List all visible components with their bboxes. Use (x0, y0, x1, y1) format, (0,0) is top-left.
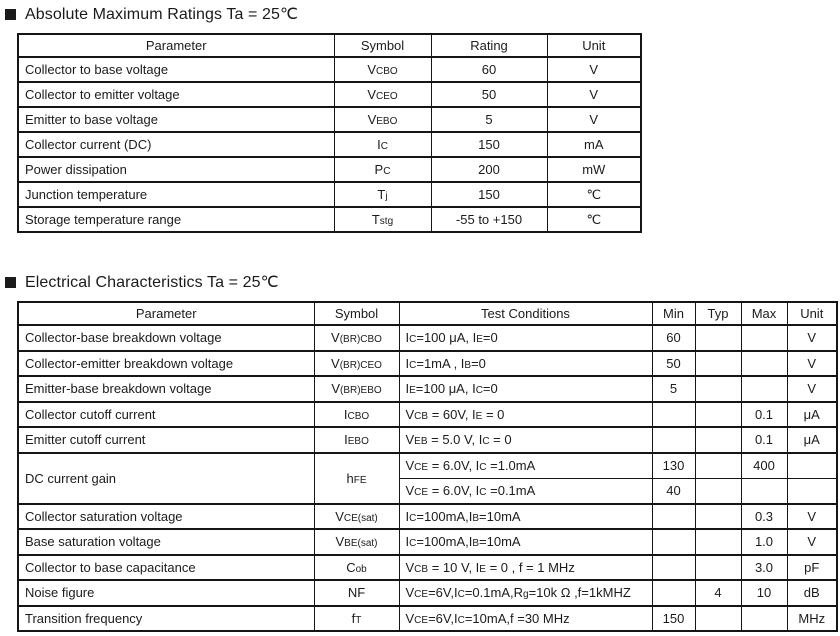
column-header-parameter: Parameter (18, 34, 334, 57)
column-header-min: Min (652, 302, 695, 325)
parameter-cell: Collector saturation voltage (18, 504, 314, 530)
section-title-electrical-characteristics (5, 272, 279, 292)
symbol-cell: fT (314, 606, 399, 632)
table-row (18, 606, 837, 632)
parameter-cell: Collector current (DC) (18, 132, 334, 157)
min-cell (652, 529, 695, 555)
absolute-maximum-ratings-table (17, 33, 642, 233)
typ-cell: 4 (695, 580, 741, 606)
test-conditions-cell: VCE=6V,IC=0.1mA,Rg=10k Ω ,f=1kMHZ (399, 580, 652, 606)
parameter-cell: Collector-emitter breakdown voltage (18, 351, 314, 377)
table-row (18, 325, 837, 351)
table-row (18, 351, 837, 377)
parameter-cell: Transition frequency (18, 606, 314, 632)
table-row (18, 580, 837, 606)
unit-cell: V (787, 376, 837, 402)
min-cell: 40 (652, 478, 695, 504)
table-row (18, 107, 641, 132)
max-cell (741, 351, 787, 377)
typ-cell (695, 555, 741, 581)
min-cell (652, 402, 695, 428)
symbol-cell: V(BR)CEO (314, 351, 399, 377)
electrical-characteristics-table (17, 301, 838, 632)
max-cell (741, 376, 787, 402)
typ-cell (695, 427, 741, 453)
parameter-cell: Emitter-base breakdown voltage (18, 376, 314, 402)
symbol-cell: Tj (334, 182, 431, 207)
unit-cell: μA (787, 402, 837, 428)
max-cell (741, 325, 787, 351)
parameter-cell: Base saturation voltage (18, 529, 314, 555)
symbol-cell: Cob (314, 555, 399, 581)
parameter-cell: Collector-base breakdown voltage (18, 325, 314, 351)
symbol-cell: VCEO (334, 82, 431, 107)
max-cell: 0.3 (741, 504, 787, 530)
table-row (18, 132, 641, 157)
symbol-cell: ICBO (314, 402, 399, 428)
parameter-cell: Collector to emitter voltage (18, 82, 334, 107)
column-header-unit: Unit (787, 302, 837, 325)
unit-cell: ℃ (547, 207, 641, 232)
max-cell: 10 (741, 580, 787, 606)
symbol-cell: V(BR)EBO (314, 376, 399, 402)
min-cell: 60 (652, 325, 695, 351)
parameter-cell: Collector to base voltage (18, 57, 334, 82)
min-cell (652, 555, 695, 581)
parameter-cell: Emitter to base voltage (18, 107, 334, 132)
typ-cell (695, 453, 741, 479)
square-bullet-icon (5, 277, 16, 288)
max-cell: 0.1 (741, 402, 787, 428)
symbol-cell: hFE (314, 453, 399, 504)
rating-cell: 50 (431, 82, 547, 107)
symbol-cell: PC (334, 157, 431, 182)
column-header-rating: Rating (431, 34, 547, 57)
unit-cell: MHz (787, 606, 837, 632)
table-row (18, 453, 837, 479)
typ-cell (695, 529, 741, 555)
min-cell (652, 504, 695, 530)
max-cell: 3.0 (741, 555, 787, 581)
table-row (18, 427, 837, 453)
symbol-cell: Tstg (334, 207, 431, 232)
max-cell (741, 478, 787, 504)
symbol-cell: IC (334, 132, 431, 157)
table-header-row (18, 34, 641, 57)
column-header-unit: Unit (547, 34, 641, 57)
test-conditions-cell: IC=100mA,IB=10mA (399, 504, 652, 530)
test-conditions-cell: VCB = 10 V, IE = 0 , f = 1 MHz (399, 555, 652, 581)
parameter-cell: Junction temperature (18, 182, 334, 207)
unit-cell: mA (547, 132, 641, 157)
parameter-cell: DC current gain (18, 453, 314, 504)
max-cell (741, 606, 787, 632)
max-cell: 1.0 (741, 529, 787, 555)
unit-cell: V (787, 351, 837, 377)
table-row (18, 207, 641, 232)
typ-cell (695, 402, 741, 428)
symbol-cell: VEBO (334, 107, 431, 132)
min-cell: 150 (652, 606, 695, 632)
table-row (18, 555, 837, 581)
unit-cell: μA (787, 427, 837, 453)
section-title-text: Absolute Maximum Ratings Ta = 25℃ (25, 6, 299, 23)
unit-cell: V (787, 325, 837, 351)
column-header-symbol: Symbol (314, 302, 399, 325)
table-row (18, 504, 837, 530)
typ-cell (695, 478, 741, 504)
test-conditions-cell: IC=100 μA, IE=0 (399, 325, 652, 351)
max-cell: 400 (741, 453, 787, 479)
table-row (18, 402, 837, 428)
rating-cell: 200 (431, 157, 547, 182)
typ-cell (695, 325, 741, 351)
max-cell: 0.1 (741, 427, 787, 453)
table-row (18, 182, 641, 207)
parameter-cell: Collector to base capacitance (18, 555, 314, 581)
symbol-cell: VBE(sat) (314, 529, 399, 555)
min-cell: 50 (652, 351, 695, 377)
test-conditions-cell: IE=100 μA, IC=0 (399, 376, 652, 402)
column-header-typ: Typ (695, 302, 741, 325)
min-cell: 5 (652, 376, 695, 402)
section-title-absolute-maximum-ratings (5, 4, 298, 24)
symbol-cell: VCBO (334, 57, 431, 82)
typ-cell (695, 376, 741, 402)
table-row (18, 376, 837, 402)
rating-cell: 150 (431, 182, 547, 207)
symbol-cell: V(BR)CBO (314, 325, 399, 351)
column-header-max: Max (741, 302, 787, 325)
test-conditions-cell: VEB = 5.0 V, IC = 0 (399, 427, 652, 453)
parameter-cell: Emitter cutoff current (18, 427, 314, 453)
column-header-parameter: Parameter (18, 302, 314, 325)
typ-cell (695, 606, 741, 632)
unit-cell: V (547, 82, 641, 107)
typ-cell (695, 351, 741, 377)
typ-cell (695, 504, 741, 530)
unit-cell: mW (547, 157, 641, 182)
symbol-cell: IEBO (314, 427, 399, 453)
parameter-cell: Power dissipation (18, 157, 334, 182)
table-row (18, 157, 641, 182)
parameter-cell: Storage temperature range (18, 207, 334, 232)
column-header-test-conditions: Test Conditions (399, 302, 652, 325)
test-conditions-cell: IC=1mA , IB=0 (399, 351, 652, 377)
unit-cell (787, 453, 837, 479)
unit-cell (787, 478, 837, 504)
section-title-text: Electrical Characteristics Ta = 25℃ (25, 274, 279, 291)
unit-cell: V (547, 107, 641, 132)
parameter-cell: Noise figure (18, 580, 314, 606)
unit-cell: V (787, 504, 837, 530)
unit-cell: ℃ (547, 182, 641, 207)
column-header-symbol: Symbol (334, 34, 431, 57)
unit-cell: V (547, 57, 641, 82)
symbol-cell: VCE(sat) (314, 504, 399, 530)
table-row (18, 82, 641, 107)
min-cell: 130 (652, 453, 695, 479)
test-conditions-cell: VCE=6V,IC=10mA,f =30 MHz (399, 606, 652, 632)
test-conditions-cell: VCB = 60V, IE = 0 (399, 402, 652, 428)
rating-cell: 5 (431, 107, 547, 132)
parameter-cell: Collector cutoff current (18, 402, 314, 428)
rating-cell: 150 (431, 132, 547, 157)
test-conditions-cell: VCE = 6.0V, IC =1.0mA (399, 453, 652, 479)
rating-cell: 60 (431, 57, 547, 82)
table-header-row (18, 302, 837, 325)
unit-cell: V (787, 529, 837, 555)
rating-cell: -55 to +150 (431, 207, 547, 232)
min-cell (652, 580, 695, 606)
unit-cell: pF (787, 555, 837, 581)
table-row (18, 57, 641, 82)
table-row (18, 529, 837, 555)
test-conditions-cell: VCE = 6.0V, IC =0.1mA (399, 478, 652, 504)
test-conditions-cell: IC=100mA,IB=10mA (399, 529, 652, 555)
unit-cell: dB (787, 580, 837, 606)
square-bullet-icon (5, 9, 16, 20)
min-cell (652, 427, 695, 453)
symbol-cell: NF (314, 580, 399, 606)
